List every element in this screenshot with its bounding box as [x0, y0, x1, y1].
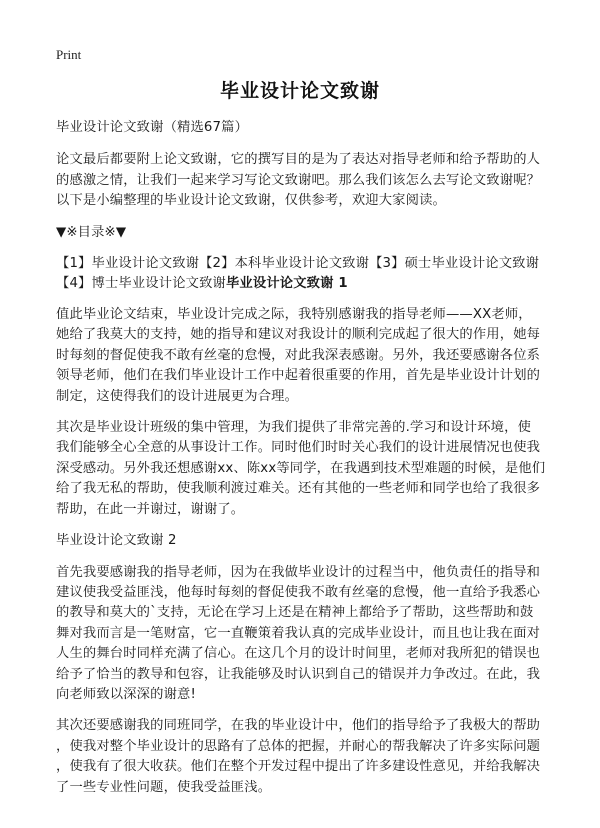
section-heading-2: 毕业设计论文致谢 2 [56, 533, 177, 549]
text-line: 给了我无私的帮助，使我顺利渡过难关。还有其他的一些老师和同学也给了我很多 [56, 481, 541, 497]
document-subtitle: 毕业设计论文致谢（精选67篇） [56, 120, 249, 135]
text-line: 值此毕业论文结束，毕业设计完成之际，我特别感谢我的指导老师——XX老师， [56, 307, 532, 323]
text-line: 我们能够全心全意的从事设计工作。同时他们时时关心我们的设计进展情况也使我 [56, 440, 541, 456]
toc-item-2[interactable]: 【2】本科毕业设计论文致谢 [199, 256, 370, 272]
text-line: 的教导和莫大的`支持，无论在学习上还是在精神上都给予了帮助，这些帮助和鼓 [56, 605, 534, 621]
text-line: 其次还要感谢我的同班同学，在我的毕业设计中，他们的指导给予了我极大的帮助 [56, 718, 541, 734]
text-line: ，使我对整个毕业设计的思路有了总体的把握，并耐心的帮我解决了许多实际问题 [56, 738, 541, 754]
text-line: 以下是小编整理的毕业设计论文致谢，仅供参考，欢迎大家阅读。 [56, 193, 446, 209]
text-line: 的感激之情，让我们一起来学习写论文致谢吧。那么我们该怎么去写论文致谢呢？ [56, 172, 541, 188]
text-line: 她给了我莫大的支持，她的指导和建议对我设计的顺利完成起了很大的作用，她每 [56, 327, 541, 343]
intro-paragraph [56, 150, 548, 211]
text-line: 首先我要感谢我的指导老师，因为在我做毕业设计的过程当中，他负责任的指导和 [56, 564, 541, 580]
text-line: 论文最后都要附上论文致谢，它的撰写目的是为了表达对指导老师和给予帮助的人 [56, 152, 541, 168]
toc-line [56, 274, 548, 294]
section2-paragraph-1 [56, 563, 548, 706]
document-body [56, 118, 548, 809]
text-line: 了一些专业性问题，使我受益匪浅。 [56, 779, 272, 795]
section-heading-1: 毕业设计论文致谢 1 [225, 276, 348, 292]
toc-item-4[interactable]: 【4】博士毕业设计论文致谢 [56, 276, 226, 292]
text-line: ，使我有了很大收获。他们在整个开发过程中提出了许多建设性意见，并给我解决 [56, 759, 541, 775]
text-line: 舞对我而言是一笔财富，它一直鞭策着我认真的完成毕业设计，而且也让我在面对 [56, 625, 541, 641]
toc-item-1[interactable]: 【1】毕业设计论文致谢 [56, 256, 200, 272]
table-of-contents [56, 254, 548, 294]
toc-item-3[interactable]: 【3】硕士毕业设计论文致谢 [369, 256, 540, 272]
text-line: 时每刻的督促使我不敢有丝毫的怠慢，对此我深表感谢。另外，我还要感谢各位系 [56, 347, 541, 363]
page-title: 毕业设计论文致谢 [219, 80, 380, 102]
print-link[interactable]: Print [56, 47, 82, 62]
text-line: 领导老师，他们在我们毕业设计工作中起着很重要的作用，首先是毕业设计计划的 [56, 368, 541, 384]
text-line: 其次是毕业设计班级的集中管理，为我们提供了非常完善的.学习和设计环境，使 [56, 420, 532, 436]
text-line: 帮助，在此一并谢过，谢谢了。 [56, 501, 245, 517]
section2-paragraph-2 [56, 716, 548, 798]
section1-paragraph-1 [56, 305, 548, 407]
section1-paragraph-2 [56, 418, 548, 520]
toc-heading: ▼※目录※▼ [56, 224, 127, 240]
text-line: 人生的舞台时同样充满了信心。在这几个月的设计时间里，老师对我所犯的错误也 [56, 646, 541, 662]
text-line: 深受感动。另外我还想感谢xx、陈xx等同学，在我遇到技术型难题的时候，是他们 [56, 460, 546, 476]
text-line: 向老师致以深深的谢意! [56, 686, 196, 702]
text-line: 建议使我受益匪浅，他每时每刻的督促使我不敢有丝毫的怠慢，他一直给予我悉心 [56, 584, 541, 600]
text-line: 制定，这使得我们的设计进展更为合理。 [56, 388, 299, 404]
toc-line [56, 254, 548, 274]
text-line: 给予了恰当的教导和包容，让我能够及时认识到自己的错误并力争改过。在此，我 [56, 666, 541, 682]
